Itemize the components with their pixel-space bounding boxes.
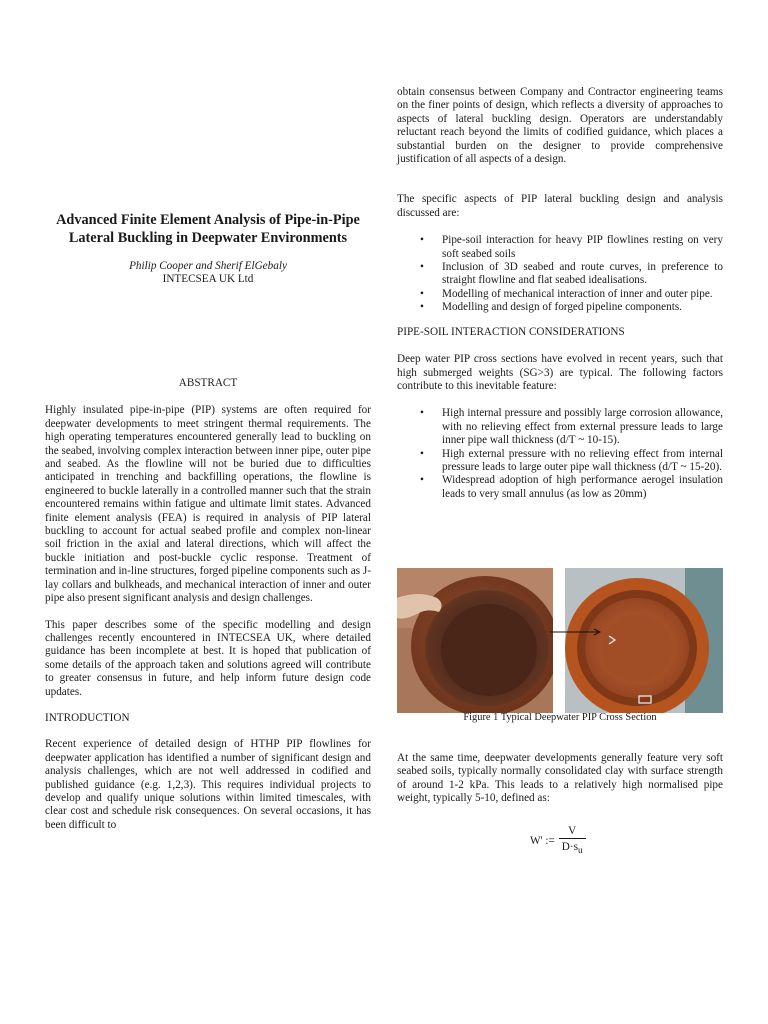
figure-caption: Figure 1 Typical Deepwater PIP Cross Section: [463, 712, 657, 723]
formula-lhs: W' :=: [530, 834, 555, 847]
left-column: [45, 377, 371, 832]
list-item: • Modelling of mechanical interaction of inner and outer pipe.: [397, 288, 723, 301]
list-item: • Pipe-soil interaction for heavy PIP flowlines resting on very soft seabed soils: [397, 234, 723, 261]
pipe-soil-paragraph-1: Deep water PIP cross sections have evolved in recent years, such that high submerged weights (SG>3) are typical. The following factors contribute to this inevitable feature:: [397, 353, 723, 392]
list-item: • Modelling and design of forged pipeline components.: [397, 301, 723, 314]
list-item: • High internal pressure and possibly large corrosion allowance, with no relieving effect from external pressure leads to large inner pipe wall thickness (d/T ~ 10-15).: [397, 407, 723, 447]
figure-photo-left: [397, 568, 553, 713]
abstract-heading: ABSTRACT: [178, 377, 238, 389]
right-paragraph-2: The specific aspects of PIP lateral buckling design and analysis discussed are:: [397, 193, 723, 219]
affiliation: INTECSEA UK Ltd: [162, 273, 254, 286]
right-paragraph-1: obtain consensus between Company and Contractor engineering teams on the finer points of design, which reflects a diversity of approaches to aspects of lateral buckling design. Operators are understandably reluctant reach beyond the limits of codified guidance, which places a substantial burden on the designer to provide comprehensive justification of all aspects of a design.: [397, 86, 723, 166]
formula-numerator: V: [559, 825, 586, 839]
paper-title: Advanced Finite Element Analysis of Pipe-in-Pipe Lateral Buckling in Deepwater Environments: [56, 212, 360, 246]
right-paragraph-3: At the same time, deepwater developments generally feature very soft seabed soils, typically normally consolidated clay with surface strength of around 1-2 kPa. This leads to a relatively high normalised pipe weight, typically 5-10, defined as:: [397, 752, 723, 805]
author-names: Philip Cooper and Sherif ElGebaly: [129, 260, 287, 272]
aspects-list: [397, 234, 723, 314]
list-item: • High external pressure with no relieving effect from internal pressure leads to large outer pipe wall thickness (d/T ~ 15-20).: [397, 448, 723, 475]
list-item: • Inclusion of 3D seabed and route curves, in preference to straight flowline and flat seabed idealisations.: [397, 261, 723, 288]
factors-list: [397, 407, 723, 501]
author-block: [45, 260, 371, 287]
formula-denominator-main: D·s: [561, 841, 578, 853]
formula-denominator-sub: u: [577, 846, 583, 857]
introduction-paragraph-1: Recent experience of detailed design of HTHP PIP flowlines for deepwater application has identified a number of significant design and analysis challenges, which are not well addressed in codified and published guidance (e.g. 1,2,3). This requires individual projects to develop and qualify unique solutions within limited timescales, with clear cost and schedule risk consequences. On several occasions, it has been difficult to: [45, 738, 371, 831]
figure-photo-right: [565, 568, 723, 713]
right-column-lower: [397, 752, 723, 806]
abstract-paragraph-2: This paper describes some of the specific modelling and design challenges recently encountered in INTECSEA UK, where detailed guidance has been incomplete at best. It is hoped that publication of some details of the approach taken and solutions agreed will contribute to greater consensus in future, and help inform future design code updates.: [45, 618, 371, 698]
list-item: • Widespread adoption of high performance aerogel insulation leads to very small annulus (as low as 20mm): [397, 474, 723, 501]
formula-denominator: [559, 839, 586, 857]
right-column: [397, 86, 723, 501]
introduction-heading: INTRODUCTION: [45, 711, 130, 724]
pipe-soil-heading: PIPE-SOIL INTERACTION CONSIDERATIONS: [397, 325, 625, 338]
figure-pointer-arrow: [550, 628, 602, 638]
normalised-weight-formula: [530, 825, 586, 856]
abstract-paragraph-1: Highly insulated pipe-in-pipe (PIP) systems are often required for deepwater developments to meet stringent thermal requirements. The high operating temperatures encountered generally lead to buckling on the seabed, involving complex interaction between inner pipe, outer pipe and seabed. As the flowline will not be buried due to difficulties anticipated in trenching and backfilling operations, the flowline is engineered to buckle laterally in a controlled manner such that the strain encountered remains within fatigue and ultimate limit states. Advanced finite element analysis (FEA) is required in analysis of PIP lateral buckling to account for actual seabed profile and complex non-linear soil friction in the axial and lateral directions, which will affect the buckle initiation and post-buckle cyclic response. Treatment of termination and in-line structures, forged pipeline components such as J-lay collars and bulkheads, and mechanical interaction of inner and outer pipe also present significant analysis and design challenges.: [45, 404, 371, 605]
